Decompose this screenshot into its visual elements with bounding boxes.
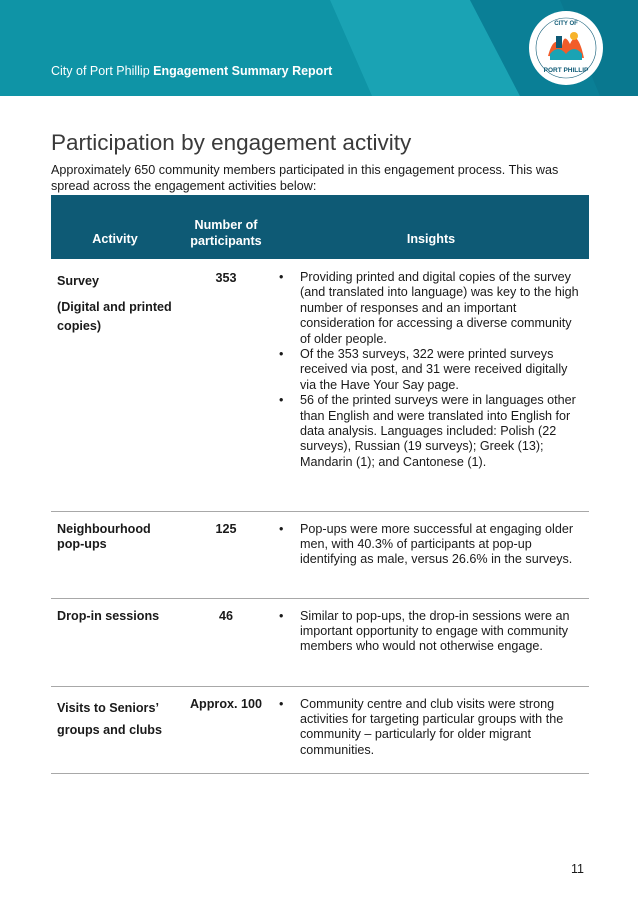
participation-table [51,195,589,774]
insights-list [273,522,581,568]
header-activity: Activity [51,195,179,259]
insights-cell [273,511,589,598]
activity-cell [51,686,179,773]
insights-list [273,609,581,655]
insights-cell [273,598,589,686]
logo-top-text: CITY OF [554,21,578,27]
header-title [51,64,332,78]
participants-value: Approx. 100 [189,696,263,711]
participants-cell [179,511,273,598]
participants-cell [179,598,273,686]
table-row [51,511,589,598]
participants-value: 125 [215,521,237,536]
table-header-row [51,195,589,259]
activity-subtitle: (Digital and printed copies) [57,300,172,334]
activity-name: Neighbourhood pop-ups [57,521,151,551]
activity-cell [51,259,179,511]
header-participants-text: Number of participants [190,218,262,248]
insights-list [273,697,581,759]
list-item: • Of the 353 surveys, 322 were printed surveys received via post, and 31 were received digitally via the Have Your Say page. [273,347,581,393]
header-participants [179,195,273,259]
intro-text: Approximately 650 community members participated in this engagement process. This was spread across the engagement activities below: [51,163,559,193]
logo-bottom-text: PORT PHILLIP [543,67,589,74]
header-insights: Insights [273,195,589,259]
city-logo [528,10,604,86]
table-row [51,598,589,686]
list-item: • Providing printed and digital copies of the survey (and translated into language) was key to the high number of responses and an important consideration for accessing a diverse community of older people. [273,270,581,347]
participants-value: 46 [218,608,233,623]
report-title: Engagement Summary Report [153,64,333,78]
activity-cell [51,511,179,598]
insights-cell [273,259,589,511]
table-row [51,686,589,773]
header-banner [0,0,638,96]
insights-cell [273,686,589,773]
page-title: Participation by engagement activity [51,130,412,155]
participants-value: 353 [215,271,237,285]
org-name: City of Port Phillip [51,64,150,78]
list-item: • Similar to pop-ups, the drop-in sessions were an important opportunity to engage with community members who would not otherwise engage. [273,609,581,655]
list-item: • Pop-ups were more successful at engaging older men, with 40.3% of participants at pop-up identifying as male, versus 26.6% in the surveys. [273,522,581,568]
list-item: • Community centre and club visits were strong activities for targeting particular groups with the community – particularly for older migrant communities. [273,697,581,759]
page-number: 11 [571,862,584,876]
table-row [51,259,589,511]
activity-name: Survey [57,274,100,288]
list-item: • 56 of the printed surveys were in languages other than English and were translated into English for data analysis. Languages included: Polish (22 surveys), Russian (19 surveys); Greek (13); Mandarin (1); and Cantonese (1). [273,393,581,470]
participants-cell [179,686,273,773]
activity-name: Visits to Seniors’ groups and clubs [57,700,162,737]
activity-name: Drop-in sessions [57,608,160,623]
activity-cell [51,598,179,686]
insights-list [273,270,581,470]
participants-cell [179,259,273,511]
